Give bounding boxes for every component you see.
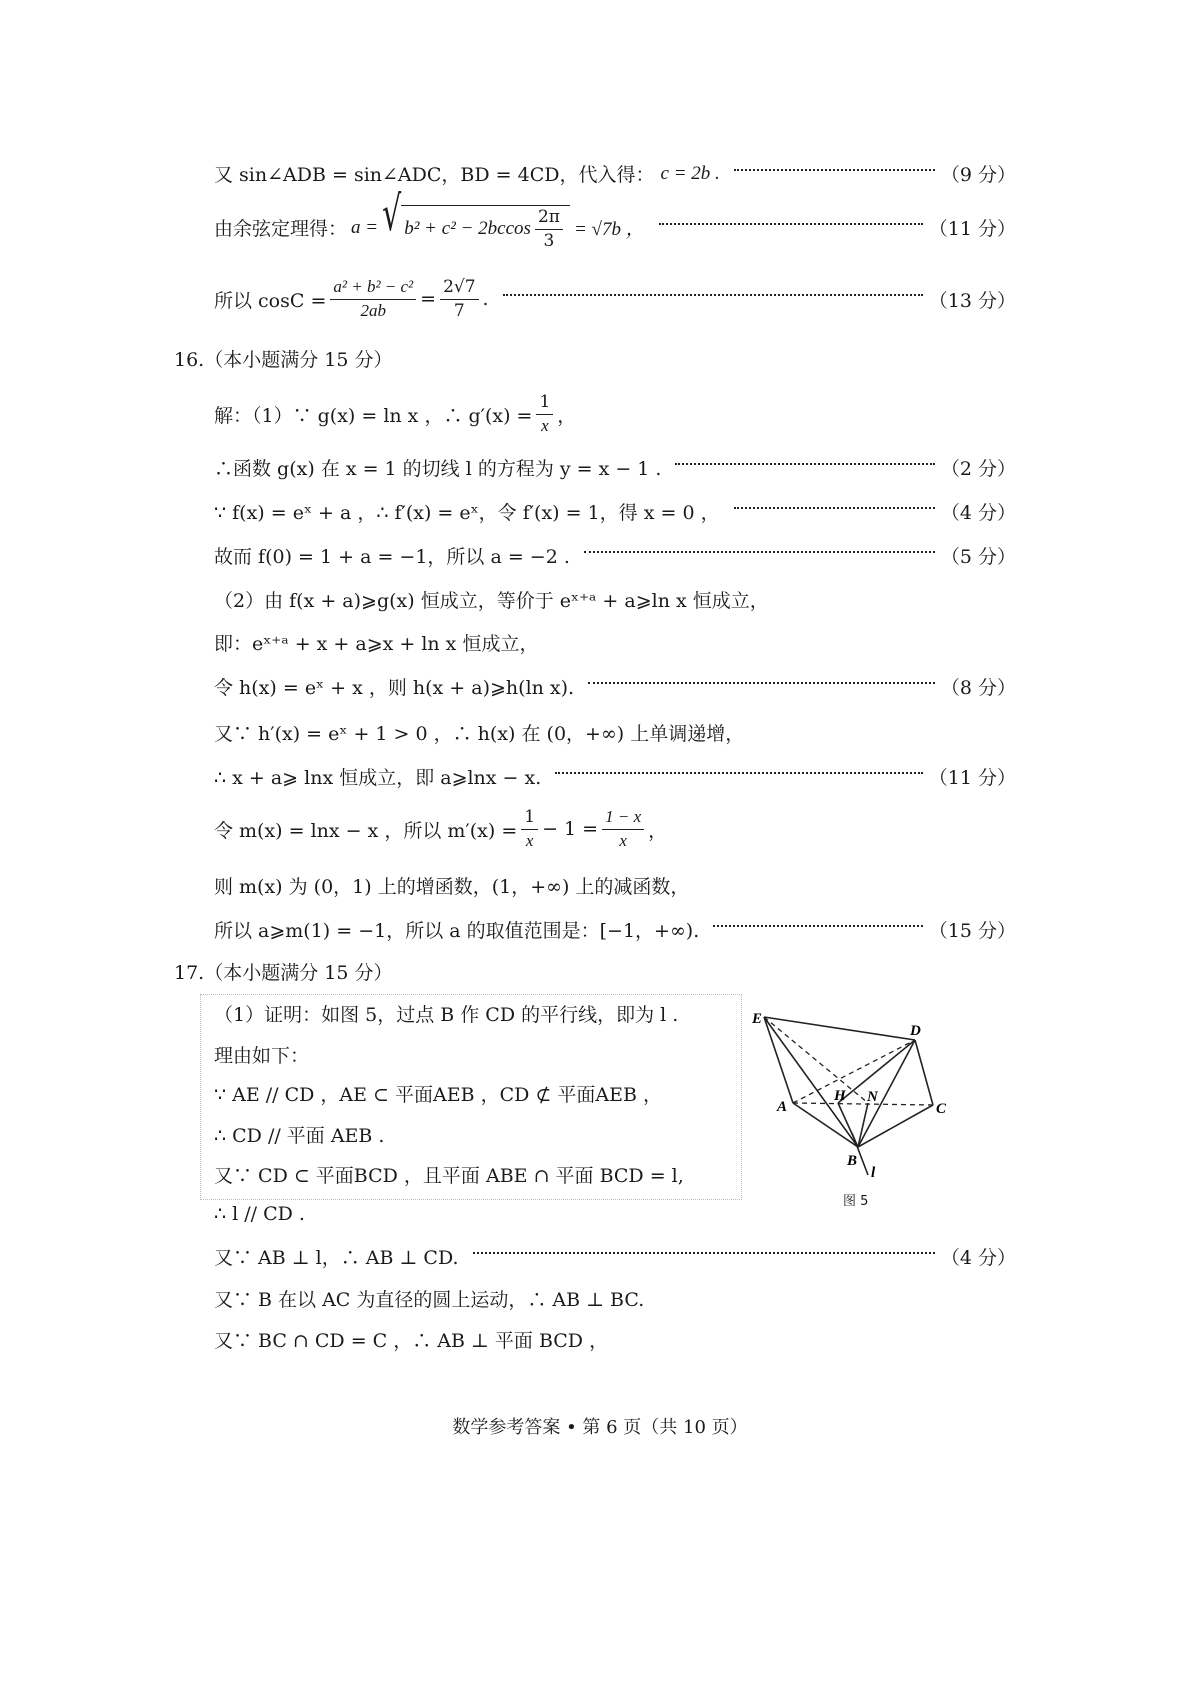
line-text: 令 m(x) = lnx − x ，所以 m′(x) = [214, 819, 518, 842]
label-N: N [867, 1089, 878, 1105]
score-label: （5 分） [940, 546, 1016, 568]
line-text: ∴ x + a⩾ lnx 恒成立，即 a⩾lnx − x. [214, 767, 542, 789]
dot-leader [588, 682, 935, 684]
fraction: $\frac{1 - x}{x}$ [602, 808, 644, 850]
line-text: 又∵ B 在以 AC 为直径的圆上运动，∴ AB ⊥ BC. [214, 1289, 645, 1311]
solution-line [214, 763, 1016, 790]
edge-DC [915, 1040, 933, 1105]
solution-line [214, 1000, 734, 1027]
label-E: E [752, 1011, 763, 1027]
solution-line [214, 1203, 734, 1225]
line-text: 解：（1）∵ g(x) = ln x ，∴ g′(x) = [214, 404, 533, 427]
label-B: B [847, 1153, 858, 1169]
solution-line [214, 186, 1016, 251]
fraction: $\frac{1}{x}$ [521, 808, 538, 850]
solution-line [214, 872, 1016, 899]
line-text: 又 sin∠ [214, 164, 284, 186]
question-heading: 16.（本小题满分 15 分） [174, 349, 393, 371]
line-text: ADB = sin∠ADC，BD = 4CD，代入得： [283, 164, 655, 186]
edge-AC [793, 1103, 933, 1105]
sqrt-expression: √ b² + c² − 2bccos $\frac{2\pi}{3}$ [382, 205, 570, 250]
solution-line [214, 1041, 734, 1068]
line-text: ， [648, 819, 668, 842]
solution-line [214, 719, 1016, 746]
solution-line [214, 1121, 734, 1148]
label-D: D [910, 1023, 921, 1039]
dot-leader [584, 551, 935, 553]
score-label: （4 分） [940, 1247, 1016, 1269]
solution-line [214, 1243, 1016, 1270]
solution-line [214, 1080, 734, 1107]
dot-leader [503, 294, 923, 296]
line-text: ∴ l // CD . [214, 1203, 305, 1225]
line-text: （2）由 f(x + a)⩾g(x) 恒成立，等价于 eˣ⁺ᵃ + a⩾ln x 恒成立， [214, 590, 769, 612]
fraction: $\frac{1}{x}$ [536, 393, 553, 435]
dot-leader [713, 925, 923, 927]
line-text: 理由如下： [214, 1045, 310, 1067]
edge-AD [793, 1040, 915, 1103]
line-text: 则 m(x) 为 (0，1) 上的增函数，(1，+∞) 上的减函数， [214, 876, 690, 898]
solution-line [214, 808, 1016, 850]
line-text: − 1 = [542, 818, 599, 841]
question-heading: 17.（本小题满分 15 分） [174, 962, 393, 984]
solution-line [214, 454, 1016, 481]
edge-NB [858, 1103, 868, 1147]
page-footer: 数学参考答案 • 第 6 页（共 10 页） [452, 1417, 748, 1438]
score-label: （9 分） [940, 164, 1016, 186]
dot-leader [734, 507, 935, 509]
line-text: 所以 cosC = [214, 289, 327, 312]
fraction: $\frac{2\pi}{3}$ [535, 208, 563, 250]
line-text: 又∵ AB ⊥ l，∴ AB ⊥ CD. [214, 1247, 459, 1269]
line-text: 即：eˣ⁺ᵃ + x + a⩾x + ln x 恒成立， [214, 633, 539, 655]
solution-line [214, 1161, 734, 1188]
line-text: ， [557, 404, 577, 427]
solution-line [214, 393, 1016, 435]
line-text: 又∵ CD ⊂ 平面BCD ，且平面 ABE ∩ 平面 BCD = l, [214, 1165, 684, 1187]
dot-leader [555, 772, 923, 774]
line-text: 又∵ BC ∩ CD = C ，∴ AB ⊥ 平面 BCD ， [214, 1330, 609, 1352]
fraction: $\frac{\text{a² + b² − c²}}{2ab}$ [330, 278, 416, 320]
label-C: C [936, 1101, 947, 1117]
solution-line [214, 278, 1016, 320]
score-label: （13 分） [928, 289, 1016, 312]
label-l: l [871, 1165, 876, 1181]
dot-leader [473, 1252, 935, 1254]
solution-line [214, 629, 1016, 656]
line-text: ∴函数 g(x) 在 x = 1 的切线 l 的方程为 y = x − 1 . [214, 458, 662, 480]
score-label: （4 分） [940, 502, 1016, 524]
equation: = [420, 288, 437, 311]
line-text: ∴ CD // 平面 AEB . [214, 1125, 385, 1147]
solution-line [214, 1285, 1016, 1312]
line-text: 由余弦定理得： [214, 218, 348, 241]
dot-leader [675, 463, 934, 465]
solution-line [214, 916, 1016, 943]
score-label: （2 分） [940, 458, 1016, 480]
solution-line [214, 673, 1016, 700]
score-label: （8 分） [940, 677, 1016, 699]
fraction: $\frac{2√7}{7}$ [440, 278, 478, 320]
line-text: ∵ AE // CD ，AE ⊂ 平面AEB ，CD ⊄ 平面AEB ， [214, 1084, 662, 1106]
solution-line [214, 1326, 1016, 1353]
line-text: ∵ f(x) = eˣ + a ，∴ f′(x) = eˣ，令 f′(x) = 1，得 x = 0 ， [214, 502, 720, 524]
score-label: （15 分） [928, 920, 1016, 942]
solution-line [214, 160, 1016, 187]
line-text: （1）证明：如图 5，过点 B 作 CD 的平行线，即为 l . [214, 1004, 679, 1026]
equation: c = 2b . [660, 162, 720, 184]
solution-line [214, 542, 1016, 569]
label-A: A [777, 1099, 788, 1115]
geometry-figure [750, 1005, 960, 1190]
score-label: （11 分） [928, 218, 1016, 241]
score-label: （11 分） [928, 767, 1016, 789]
radicand: b² + c² − 2bccos [404, 218, 531, 240]
dot-leader [659, 223, 923, 225]
line-text: 故而 f(0) = 1 + a = −1，所以 a = −2 . [214, 546, 570, 568]
solution-line [214, 586, 1016, 613]
solution-line [214, 498, 1016, 525]
equation: a = [351, 216, 379, 238]
line-text: . [482, 288, 489, 311]
label-H: H [834, 1088, 846, 1104]
edge-EB [764, 1017, 858, 1147]
edge-EA [764, 1017, 793, 1103]
line-text: 又∵ h′(x) = eˣ + 1 > 0 ，∴ h(x) 在 (0，+∞) 上单调递增， [214, 723, 745, 745]
figure-caption: 图 5 [843, 1194, 869, 1209]
line-text: 所以 a⩾m(1) = −1，所以 a 的取值范围是：[−1，+∞). [214, 920, 700, 942]
equation: = √7b ， [573, 219, 645, 241]
line-text: 令 h(x) = eˣ + x ，则 h(x + a)⩾h(ln x). [214, 677, 575, 699]
dot-leader [734, 169, 935, 171]
